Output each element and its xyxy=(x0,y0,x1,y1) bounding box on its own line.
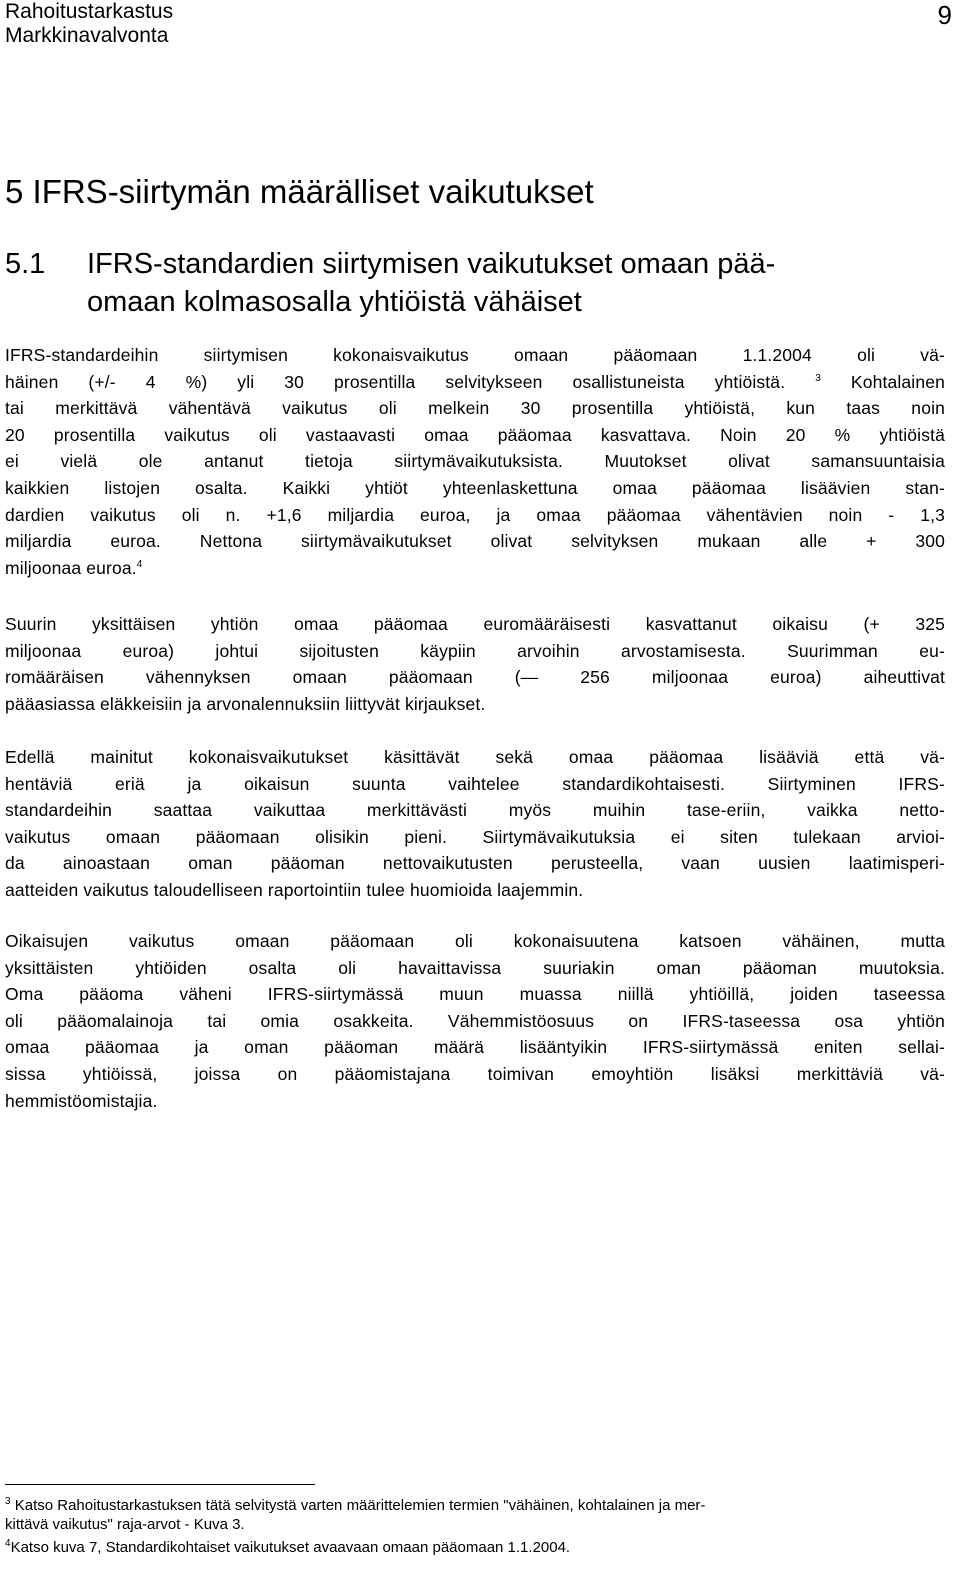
paragraph-line: ei vielä ole antanut tietoja siirtymävaikutuksista. Muutokset olivat samansuuntaisia xyxy=(5,451,945,472)
paragraph-line: Oma pääoma väheni IFRS-siirtymässä muun muassa niillä yhtiöillä, joiden taseessa xyxy=(5,984,945,1005)
header-line-2: Markkinavalvonta xyxy=(5,24,169,47)
paragraph-line: miljoonaa euroa) johtui sijoitusten käypiin arvoihin arvostamisesta. Suurimman eu- xyxy=(5,640,945,661)
footnote-ref-3[interactable]: 3 xyxy=(815,372,821,384)
chapter-title: 5 IFRS-siirtymän määrälliset vaikutukset xyxy=(5,173,594,210)
footnote-mark: 3 xyxy=(5,1496,11,1507)
section-title-line-2: omaan kolmasosalla yhtiöistä vähäiset xyxy=(87,286,582,318)
paragraph-line: vaikutus omaan pääomaan olisikin pieni. Siirtymävaikutuksia ei siten tulekaan arvioi- xyxy=(5,826,945,847)
paragraph-line: hentäviä eriä ja oikaisun suunta vaihtelee standardikohtaisesti. Siirtyminen IFRS- xyxy=(5,773,945,794)
paragraph-line: hemmistöomistajia. xyxy=(5,1090,158,1111)
paragraph-line: sissa yhtiöissä, joissa on pääomistajana toimivan emoyhtiön lisäksi merkittäviä vä- xyxy=(5,1063,945,1084)
footnote-divider xyxy=(5,1484,315,1485)
footnote-line: kittävä vaikutus" raja-arvot - Kuva 3. xyxy=(5,1516,245,1533)
paragraph-line: Oikaisujen vaikutus omaan pääomaan oli kokonaisuutena katsoen vähäinen, mutta xyxy=(5,931,945,951)
paragraph-line: oli pääomalainoja tai omia osakkeita. Vähemmistöosuus on IFRS-taseessa osa yhtiön xyxy=(5,1010,945,1031)
header-line-1: Rahoitustarkastus xyxy=(5,0,174,23)
paragraph-text: häinen (+/- 4 %) yli 30 prosentilla selvitykseen osallistuneista yhtiöistä. xyxy=(5,371,786,392)
paragraph-line: dardien vaikutus oli n. +1,6 miljardia euroa, ja omaa pääomaa vähentävien noin - 1,3 xyxy=(5,504,945,525)
paragraph-line: tai merkittävä vähentävä vaikutus oli melkein 30 prosentilla yhtiöistä, kun taas noin xyxy=(5,398,945,419)
footnote-3 xyxy=(5,1496,945,1534)
section-title-line-1: IFRS-standardien siirtymisen vaikutukset omaan pää- xyxy=(87,248,776,280)
header-organization xyxy=(5,0,173,48)
paragraph-3 xyxy=(5,744,945,904)
paragraph-line: Suurin yksittäisen yhtiön omaa pääomaa euromääräisesti kasvattanut oikaisu (+ 325 xyxy=(5,614,945,634)
paragraph-text: Kohtalainen xyxy=(850,371,945,392)
paragraph-2 xyxy=(5,611,945,717)
footnote-mark: 4 xyxy=(5,1538,11,1549)
paragraph-line: pääasiassa eläkkeisiin ja arvonalennuksiin liittyvät kirjaukset. xyxy=(5,693,486,714)
paragraph-line: standardeihin saattaa vaikuttaa merkittävästi myös muihin tase-eriin, vaikka netto- xyxy=(5,800,945,821)
paragraph-line: IFRS-standardeihin siirtymisen kokonaisvaikutus omaan pääomaan 1.1.2004 oli vä- xyxy=(5,345,945,365)
paragraph-line: Edellä mainitut kokonaisvaikutukset käsittävät sekä omaa pääomaa lisääviä että vä- xyxy=(5,747,945,767)
paragraph-4 xyxy=(5,928,945,1114)
paragraph-1 xyxy=(5,342,945,581)
paragraph-line: kaikkien listojen osalta. Kaikki yhtiöt yhteenlaskettuna omaa pääomaa lisäävien stan- xyxy=(5,477,945,498)
footnote-text: Katso Rahoitustarkastuksen tätä selvitystä varten määrittelemien termien "vähäinen, kohtalainen ja mer- xyxy=(14,1497,706,1514)
paragraph-line: omaa pääomaa ja oman pääoman määrä lisääntyikin IFRS-siirtymässä eniten sellai- xyxy=(5,1037,945,1058)
paragraph-line: da ainoastaan oman pääoman nettovaikutusten perusteella, vaan uusien laatimisperi- xyxy=(5,853,945,874)
footnote-4 xyxy=(5,1538,945,1557)
section-title xyxy=(5,245,775,321)
footnote-line xyxy=(5,1496,945,1515)
paragraph-line: aatteiden vaikutus taloudelliseen raportointiin tulee huomioida laajemmin. xyxy=(5,879,584,900)
footnote-line xyxy=(5,1538,945,1557)
section-number: 5.1 xyxy=(5,248,46,280)
page-number: 9 xyxy=(937,0,952,30)
paragraph-line: yksittäisten yhtiöiden osalta oli havaittavissa suuriakin oman pääoman muutoksia. xyxy=(5,957,945,978)
paragraph-text: miljoonaa euroa. xyxy=(5,557,137,578)
paragraph-line: miljardia euroa. Nettona siirtymävaikutukset olivat selvityksen mukaan alle + 300 xyxy=(5,531,945,552)
paragraph-line xyxy=(5,369,945,396)
paragraph-line: romääräisen vähennyksen omaan pääomaan (— 256 miljoonaa euroa) aiheuttivat xyxy=(5,667,945,688)
paragraph-line xyxy=(5,555,945,582)
paragraph-line: 20 prosentilla vaikutus oli vastaavasti omaa pääomaa kasvattava. Noin 20 % yhtiöistä xyxy=(5,424,945,445)
footnote-ref-4[interactable]: 4 xyxy=(136,558,143,570)
footnote-text: Katso kuva 7, Standardikohtaiset vaikutukset avaavaan omaan pääomaan 1.1.2004. xyxy=(10,1539,571,1556)
